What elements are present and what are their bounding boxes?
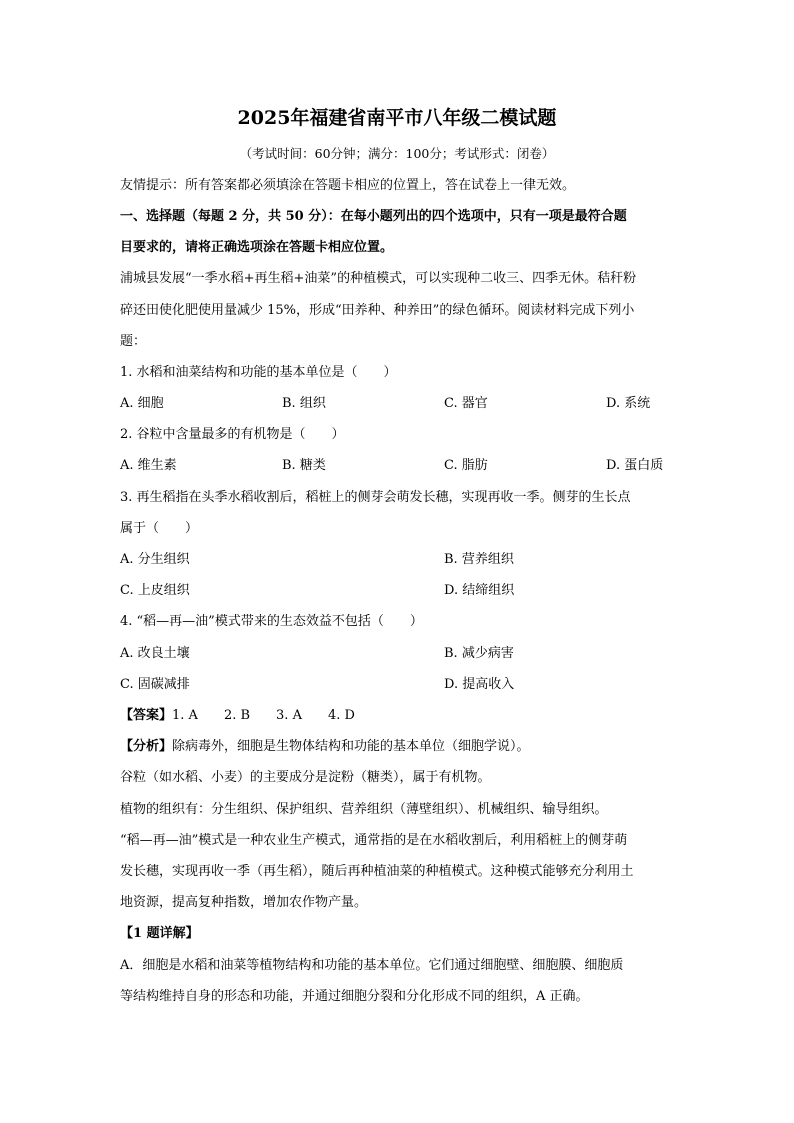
question-2: 2. 谷粒中含量最多的有机物是（ ） (120, 427, 345, 442)
analysis-line3: 植物的组织有：分生组织、保护组织、营养组织（薄壁组织）、机械组织、输导组织。 (120, 802, 608, 817)
q1-option-d: D. 系统 (606, 396, 651, 411)
analysis-line1 (120, 738, 530, 756)
detail-line2: 等结构维持自身的形态和功能，并通过细胞分裂和分化形成不同的组织，A 正确。 (120, 989, 589, 1004)
detail-label: 【1 题详解】 (120, 926, 199, 941)
q2-option-a: A. 维生素 (120, 458, 177, 473)
question-1: 1. 水稻和油菜结构和功能的基本单位是（ ） (120, 365, 397, 380)
q3-option-d: D. 结缔组织 (444, 583, 515, 598)
analysis-line4: “稻—再—油”模式是一种农业生产模式，通常指的是在水稻收割后，利用稻桩上的侧芽萌 (120, 833, 628, 848)
analysis-line5: 发长穗，实现再收一季（再生稻），随后再种植油菜的种植模式。这种模式能够充分利用土 (120, 864, 634, 879)
q2-option-b: B. 糖类 (282, 458, 326, 473)
friendly-tip: 友情提示：所有答案都必须填涂在答题卡相应的位置上，答在试卷上一律无效。 (120, 178, 576, 193)
q1-option-b: B. 组织 (282, 396, 326, 411)
material-line3: 题： (120, 334, 147, 349)
answer-label: 【答案】 (120, 708, 173, 723)
q4-option-a: A. 改良土壤 (120, 646, 190, 661)
q2-option-c: C. 脂肪 (444, 458, 488, 473)
exam-title: 2025年福建省南平市八年级二模试题 (237, 107, 557, 129)
analysis-label: 【分析】 (120, 739, 173, 754)
q2-option-d: D. 蛋白质 (606, 458, 664, 473)
question-4: 4. “稻—再—油”模式带来的生态效益不包括（ ） (120, 614, 423, 629)
answer-line (120, 707, 355, 725)
q1-option-a: A. 细胞 (120, 396, 164, 411)
q3-option-a: A. 分生组织 (120, 552, 190, 567)
q4-option-d: D. 提高收入 (444, 677, 515, 692)
question-3-line2: 属于（ ） (120, 521, 199, 536)
section-heading-line1: 一、选择题（每题 2 分，共 50 分）：在每小题列出的四个选项中，只有一项是最符合题 (120, 209, 627, 224)
analysis-line6: 地资源，提高复种指数，增加农作物产量。 (120, 895, 368, 910)
answer-text: 1. A 2. B 3. A 4. D (172, 708, 355, 723)
material-line1: 浦城县发展“一季水稻+再生稻+油菜”的种植模式，可以实现种二收三、四季无休。秸秆粉 (120, 271, 637, 286)
question-3-line1: 3. 再生稻指在头季水稻收割后，稻桩上的侧芽会萌发长穗，实现再收一季。侧芽的生长点 (120, 490, 631, 505)
q3-option-b: B. 营养组织 (444, 552, 514, 567)
q4-option-b: B. 减少病害 (444, 646, 514, 661)
q4-option-c: C. 固碳减排 (120, 677, 190, 692)
exam-subtitle: （考试时间：60分钟；满分：100分；考试形式：闭卷） (239, 146, 555, 161)
section-heading-line2: 目要求的，请将正确选项涂在答题卡相应位置。 (120, 240, 394, 255)
detail-line1: A．细胞是水稻和油菜等植物结构和功能的基本单位。它们通过细胞壁、细胞膜、细胞质 (120, 958, 624, 973)
analysis-line2: 谷粒（如水稻、小麦）的主要成分是淀粉（糖类），属于有机物。 (120, 770, 491, 785)
analysis-text1: 除病毒外，细胞是生物体结构和功能的基本单位（细胞学说）。 (172, 739, 530, 754)
q3-option-c: C. 上皮组织 (120, 583, 190, 598)
q1-option-c: C. 器官 (444, 396, 488, 411)
material-line2: 碎还田使化肥使用量减少 15%，形成“田养种、种养田”的绿色循环。阅读材料完成下列小 (120, 303, 635, 318)
